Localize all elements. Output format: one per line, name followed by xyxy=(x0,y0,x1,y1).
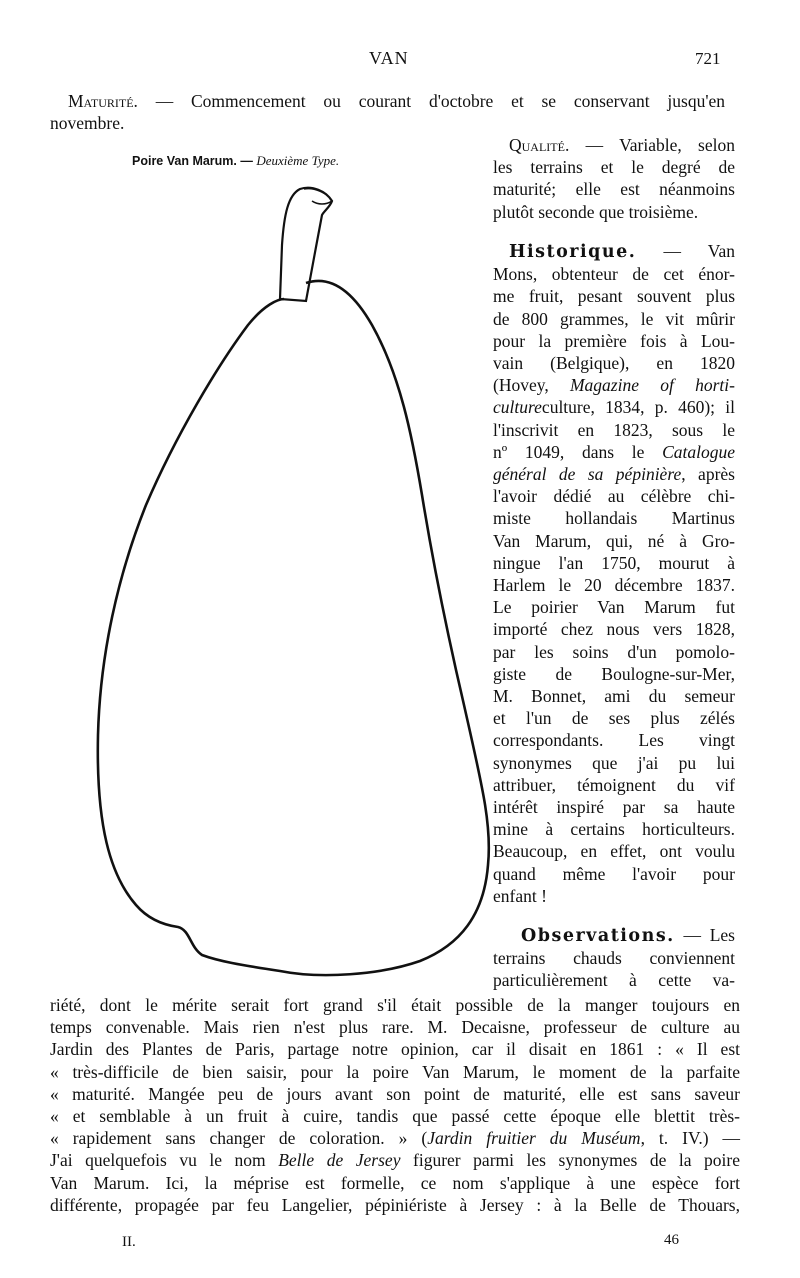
historique-line-22: correspondants. Les vingt xyxy=(493,730,735,751)
historique-line-14: ningue l'an 1750, mourut à xyxy=(493,552,735,573)
figure-caption xyxy=(132,153,339,169)
observations-full-1: temps convenable. Mais rien n'est plus rare. M. Decaisne, professeur de culture au xyxy=(50,1017,740,1038)
observations-full xyxy=(50,994,740,1216)
observations-rapidement: « rapidement sans changer de coloration. » ( xyxy=(50,1128,428,1149)
historique-line-18: par les soins d'un pomolo- xyxy=(493,641,735,662)
historique-line-3: de 800 grammes, le vit mûrir xyxy=(493,308,735,329)
historique-line-2: me fruit, pesant souvent plus xyxy=(493,286,735,307)
observations-full-0: riété, dont le mérite serait fort grand s'il était possible de la manger toujours en xyxy=(50,995,740,1015)
qualite-paragraph xyxy=(493,134,735,223)
historique-line-11: l'avoir dédié au célèbre chi- xyxy=(493,486,735,507)
historique-line-15: Harlem le 20 décembre 1837. xyxy=(493,575,735,596)
observations-line-1: terrains chauds conviennent xyxy=(493,948,735,969)
page-number: 721 xyxy=(695,49,721,68)
observations-belle-italic: Belle de Jersey xyxy=(278,1150,401,1171)
pear-stem-outline xyxy=(280,188,332,301)
historique-line-17: importé chez nous vers 1828, xyxy=(493,619,735,640)
qualite-line-2: maturité; elle est néanmoins xyxy=(493,179,735,200)
footer-signature: 46 xyxy=(664,1232,679,1248)
observations-narrow xyxy=(493,924,735,992)
historique-apres: , après xyxy=(681,464,735,485)
maturite-paragraph xyxy=(50,90,725,134)
historique-line-13: Van Marum, qui, né à Gro- xyxy=(493,530,735,551)
historique-line-16: Le poirier Van Marum fut xyxy=(493,597,735,618)
observations-jai: J'ai quelquefois vu le nom xyxy=(50,1150,279,1171)
observations-jardin-after: , t. IV.) — xyxy=(640,1128,741,1149)
historique-line-23: synonymes que j'ai pu lui xyxy=(493,752,735,773)
historique-line-25: intérêt inspiré par sa haute xyxy=(493,797,735,818)
observations-line-2: particulièrement à cette va- xyxy=(493,970,735,991)
historique-line-28: quand même l'avoir pour xyxy=(493,863,735,884)
historique-line-1: Mons, obtenteur de cet énor- xyxy=(493,264,735,285)
historique-line-21: et l'un de ses plus zélés xyxy=(493,708,735,729)
pear-illustration xyxy=(90,175,500,995)
observations-jardin-italic: Jardin fruitier du Muséum xyxy=(427,1128,641,1149)
historique-line-27: Beaucoup, en effet, ont voulu xyxy=(493,841,735,862)
historique-line-26: mine à certains horticulteurs. xyxy=(493,819,735,840)
maturite-label: Maturité. xyxy=(68,91,138,111)
historique-line-10 xyxy=(493,463,735,485)
figure-caption-type: Deuxième Type. xyxy=(256,153,340,168)
historique-label: Historique. xyxy=(509,242,637,262)
running-title: VAN xyxy=(369,48,409,68)
historique-magazine: Magazine of horti- xyxy=(569,375,735,396)
qualite-line-0: — Variable, selon xyxy=(569,135,735,155)
observations-full-5: « et semblable à un fruit à cuire, tandis que passé cette époque elle blettit très- xyxy=(50,1106,740,1127)
historique-line-29: enfant ! xyxy=(493,885,547,906)
observations-full-6 xyxy=(50,1127,740,1149)
historique-line-6 xyxy=(493,374,735,396)
historique-culture-rest: culture, 1834, p. 460); il xyxy=(541,397,735,418)
observations-belle-after: figurer parmi les synonymes de la poire xyxy=(400,1150,741,1171)
historique-line-7 xyxy=(493,396,735,418)
qualite-line-3: plutôt seconde que troisième. xyxy=(493,201,699,222)
qualite-label: Qualité. xyxy=(509,135,570,155)
historique-line-24: attribuer, témoignent du vif xyxy=(493,774,735,795)
observations-full-4: « maturité. Mangée peu de jours avant son point de maturité, elle est sans saveur xyxy=(50,1083,740,1104)
historique-line-20: M. Bonnet, ami du semeur xyxy=(493,686,735,707)
observations-full-9: différente, propagée par feu Langelier, pépiniériste à Jersey : à la Belle de Thouars, xyxy=(50,1194,740,1215)
observations-line-0: — Les xyxy=(674,925,735,945)
historique-line-5: vain (Belgique), en 1820 xyxy=(493,353,735,374)
observations-full-3: « très-difficile de bien saisir, pour la poire Van Marum, le moment de la parfaite xyxy=(50,1061,740,1082)
historique-line-9 xyxy=(493,441,735,463)
observations-full-2: Jardin des Plantes de Paris, partage notre opinion, car il disait en 1861 : « Il est xyxy=(50,1039,740,1060)
historique-line-4: pour la première fois à Lou- xyxy=(493,330,735,351)
historique-culture: culture xyxy=(493,397,542,418)
figure-caption-main: Poire Van Marum. — xyxy=(132,154,253,168)
historique-line-19: giste de Boulogne-sur-Mer, xyxy=(493,663,735,684)
observations-full-7 xyxy=(50,1149,740,1171)
historique-hovey: (Hovey, xyxy=(493,375,570,396)
historique-line-12: miste hollandais Martinus xyxy=(493,508,735,529)
historique-general: général de sa pépinière xyxy=(493,464,682,485)
qualite-line-1: les terrains et le degré de xyxy=(493,157,735,178)
pear-stem-cap xyxy=(304,189,332,204)
historique-line-0: — Van xyxy=(636,241,735,261)
maturite-line2: novembre. xyxy=(50,113,125,134)
observations-label: Observations. xyxy=(521,926,675,946)
historique-catalogue: Catalogue xyxy=(662,441,735,462)
historique-numero: nº 1049, dans le xyxy=(493,441,663,462)
maturite-line1: — Commencement ou courant d'octobre et se conservant jusqu'en xyxy=(137,91,725,111)
pear-body-outline xyxy=(98,281,489,975)
historique-paragraph xyxy=(493,240,735,907)
historique-line-8: l'inscrivit en 1823, sous le xyxy=(493,419,735,440)
observations-full-8: Van Marum. Ici, la méprise est formelle, ce nom s'applique à une espèce fort xyxy=(50,1172,740,1193)
footer-volume: II. xyxy=(122,1234,136,1250)
